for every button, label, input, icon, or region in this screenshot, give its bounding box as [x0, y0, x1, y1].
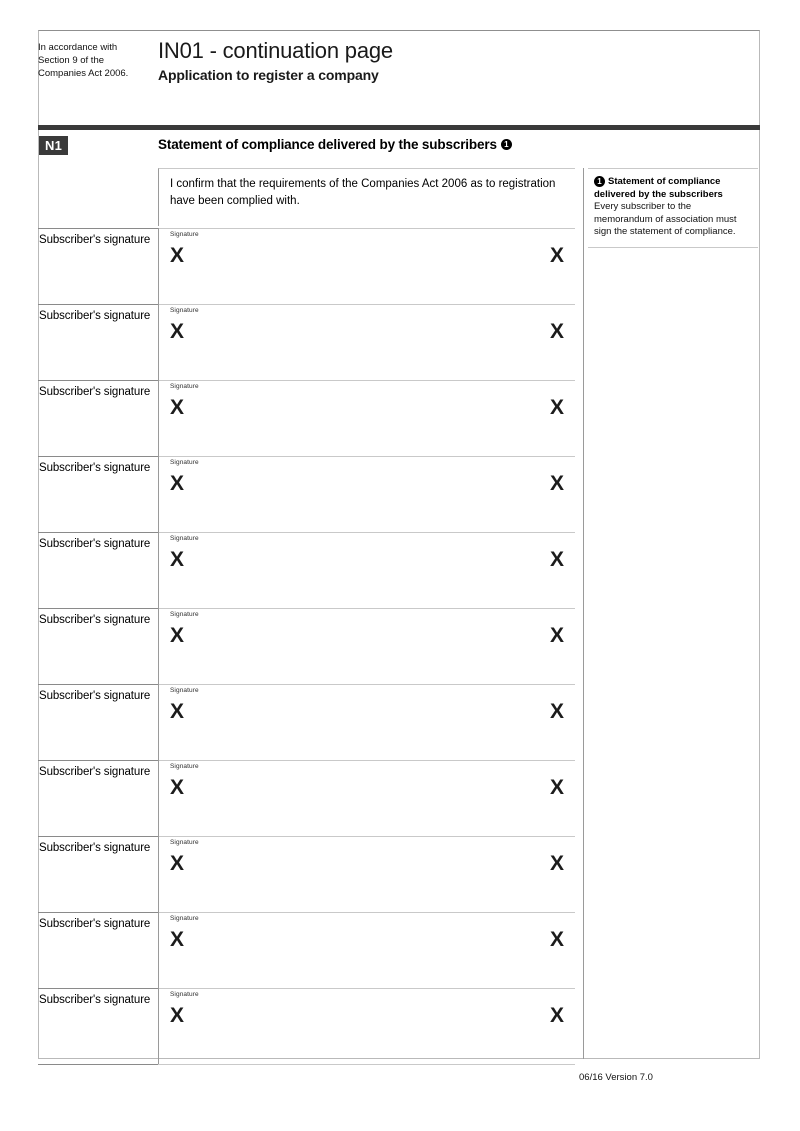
row-rule-left	[38, 456, 158, 457]
signature-mark-left-icon: X	[170, 1004, 185, 1027]
signature-mark-right-icon: X	[549, 548, 564, 571]
signature-caption: Signature	[170, 535, 199, 542]
subscriber-signature-label: Subscriber's signature	[39, 462, 151, 474]
row-rule-left	[38, 684, 158, 685]
signature-row	[38, 912, 575, 988]
signature-mark-right-icon: X	[549, 852, 564, 875]
signature-mark-right-icon: X	[549, 1004, 564, 1027]
signature-mark-left-icon: X	[170, 624, 185, 647]
signature-mark-right-icon: X	[549, 624, 564, 647]
signature-mark-left-icon: X	[170, 244, 185, 267]
signature-mark-right-icon: X	[549, 320, 564, 343]
signature-mark-left-icon: X	[170, 776, 185, 799]
section-heading-text: Statement of compliance delivered by the subscribers	[158, 137, 497, 152]
signature-mark-right-icon: X	[549, 700, 564, 723]
row-rule-left	[38, 608, 158, 609]
row-rule-left	[38, 760, 158, 761]
signature-row	[38, 608, 575, 684]
signature-caption: Signature	[170, 611, 199, 618]
subscriber-signature-label: Subscriber's signature	[39, 994, 151, 1006]
subscriber-signature-label: Subscriber's signature	[39, 538, 151, 550]
signature-field[interactable]	[158, 760, 575, 836]
signature-field[interactable]	[158, 532, 575, 608]
signature-field[interactable]	[158, 988, 575, 1064]
note-reference-marker-icon: 1	[501, 139, 512, 150]
subscriber-signature-label: Subscriber's signature	[39, 918, 151, 930]
row-rule-left	[38, 836, 158, 837]
signature-mark-right-icon: X	[549, 472, 564, 495]
signature-mark-left-icon: X	[170, 472, 185, 495]
row-rule-left	[38, 988, 158, 989]
accordance-note: In accordance with Section 9 of the Companies Act 2006.	[38, 42, 129, 80]
row-rule-left	[38, 912, 158, 913]
row-rule-left	[38, 380, 158, 381]
rows-bottom-rule-right	[158, 1064, 575, 1065]
subscriber-signature-label: Subscriber's signature	[39, 842, 151, 854]
note-marker-icon: 1	[594, 176, 605, 187]
compliance-statement-text: I confirm that the requirements of the Companies Act 2006 as to registration have been complied with.	[170, 178, 556, 207]
signature-field[interactable]	[158, 380, 575, 456]
signature-mark-right-icon: X	[549, 396, 564, 419]
signature-row	[38, 836, 575, 912]
signature-mark-left-icon: X	[170, 548, 185, 571]
signature-caption: Signature	[170, 459, 199, 466]
sidebar-note-body: Every subscriber to the memorandum of association must sign the statement of compliance.	[594, 201, 737, 237]
row-rule-left	[38, 532, 158, 533]
subscriber-signature-label: Subscriber's signature	[39, 386, 151, 398]
signature-row	[38, 988, 575, 1064]
sidebar-divider	[583, 168, 584, 1059]
signature-row	[38, 228, 575, 304]
sidebar-note-title	[594, 176, 750, 201]
row-rule-left	[38, 304, 158, 305]
header-divider	[38, 125, 760, 130]
page-title: IN01 - continuation page	[158, 38, 393, 63]
signature-field[interactable]	[158, 912, 575, 988]
signature-row	[38, 380, 575, 456]
subscriber-signature-label: Subscriber's signature	[39, 690, 151, 702]
signature-caption: Signature	[170, 231, 199, 238]
subscriber-signature-label: Subscriber's signature	[39, 310, 151, 322]
signature-mark-left-icon: X	[170, 320, 185, 343]
signature-field[interactable]	[158, 228, 575, 304]
signature-caption: Signature	[170, 383, 199, 390]
signature-row	[38, 684, 575, 760]
signature-mark-left-icon: X	[170, 700, 185, 723]
signature-caption: Signature	[170, 687, 199, 694]
signature-caption: Signature	[170, 839, 199, 846]
signature-mark-right-icon: X	[549, 776, 564, 799]
signature-field[interactable]	[158, 304, 575, 380]
page-subtitle: Application to register a company	[158, 67, 379, 83]
subscriber-signature-label: Subscriber's signature	[39, 614, 151, 626]
section-badge-n1: N1	[39, 136, 68, 155]
rows-bottom-rule-left	[38, 1064, 158, 1065]
signature-mark-left-icon: X	[170, 852, 185, 875]
signature-caption: Signature	[170, 991, 199, 998]
sidebar-note	[588, 168, 758, 248]
signature-caption: Signature	[170, 915, 199, 922]
signature-mark-left-icon: X	[170, 928, 185, 951]
signature-mark-right-icon: X	[549, 244, 564, 267]
sidebar-note-title-text: Statement of compliance delivered by the subscribers	[594, 176, 723, 200]
footer-version: 06/16 Version 7.0	[579, 1072, 653, 1083]
signature-caption: Signature	[170, 307, 199, 314]
signature-row	[38, 532, 575, 608]
signature-mark-right-icon: X	[549, 928, 564, 951]
signature-field[interactable]	[158, 456, 575, 532]
signature-mark-left-icon: X	[170, 396, 185, 419]
signature-field[interactable]	[158, 684, 575, 760]
signature-row	[38, 760, 575, 836]
signature-caption: Signature	[170, 763, 199, 770]
row-rule-left	[38, 228, 158, 229]
signature-field[interactable]	[158, 608, 575, 684]
subscriber-signature-label: Subscriber's signature	[39, 766, 151, 778]
signature-row	[38, 304, 575, 380]
signature-row	[38, 456, 575, 532]
subscriber-signature-label: Subscriber's signature	[39, 234, 151, 246]
signature-field[interactable]	[158, 836, 575, 912]
compliance-statement-box	[158, 168, 575, 226]
section-heading	[158, 137, 512, 152]
